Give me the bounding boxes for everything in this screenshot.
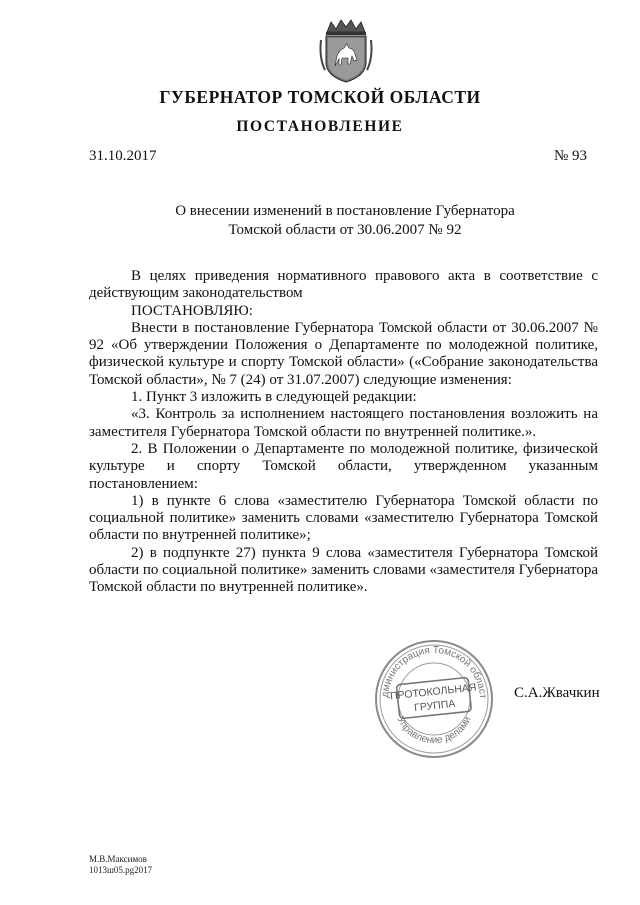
- coat-of-arms-icon: [317, 18, 375, 84]
- document-date: 31.10.2017: [89, 148, 157, 164]
- body-paragraph-decree: ПОСТАНОВЛЯЮ:: [131, 302, 253, 319]
- official-stamp: [372, 637, 496, 761]
- stamp-ring-top: дминистрация Томской област: [379, 644, 489, 699]
- document-body: [89, 268, 598, 597]
- stamp-ring-bottom: Управление делами: [394, 715, 474, 747]
- stamp-center-line-1: ПРОТОКОЛЬНАЯ: [389, 681, 477, 703]
- body-paragraph-item-1-text: «3. Контроль за исполнением настоящего постановления возложить на заместителя Губернатора Томской области по внутренней политике.».: [89, 406, 598, 440]
- subject-line-2: Томской области от 30.06.2007 № 92: [228, 222, 462, 238]
- svg-text:Управление делами: [394, 715, 473, 746]
- governor-heading: ГУБЕРНАТОР ТОМСКОЙ ОБЛАСТИ: [159, 87, 481, 107]
- body-paragraph-subitem-2: 2) в подпункте 27) пункта 9 слова «заместителя Губернатора Томской области по социальной политике» заменить словами «заместителя Губернатора Томской области по внутренней политике».: [89, 544, 598, 596]
- body-paragraph-preamble: В целях приведения нормативного правового акта в соответствие с действующим законодательством: [89, 268, 598, 302]
- document-type: ПОСТАНОВЛЕНИЕ: [236, 118, 404, 135]
- signature-name: С.А.Жвачкин: [514, 685, 600, 701]
- subject-line-1: О внесении изменений в постановление Губернатора: [175, 203, 515, 219]
- body-paragraph-item-2: 2. В Положении о Департаменте по молодежной политике, физической культуре и спорту Томской области, утвержденном указанным постановлением:: [89, 440, 598, 492]
- footer-info: [89, 854, 152, 876]
- footer-file-code: 1013ш05.pg2017: [89, 865, 153, 875]
- body-paragraph-main: Внести в постановление Губернатора Томской области от 30.06.2007 № 92 «Об утверждении Положения о Департаменте по молодежной политике, физической культуре и спорту Томской области» («Собрание законодательства Томской области», № 7 (24) от 31.07.2007) следующие изменения:: [89, 319, 598, 388]
- document-subject: [0, 202, 640, 240]
- body-paragraph-item-1: 1. Пункт 3 изложить в следующей редакции:: [131, 389, 417, 406]
- document-number: № 93: [554, 148, 588, 164]
- body-paragraph-subitem-1: 1) в пункте 6 слова «заместителю Губернатора Томской области по социальной политике» заменить словами «заместителю Губернатора Томской области по внутренней политике»;: [89, 492, 598, 544]
- stamp-center-line-2: ГРУППА: [413, 697, 456, 715]
- footer-executor: М.В.Максимов: [89, 854, 147, 864]
